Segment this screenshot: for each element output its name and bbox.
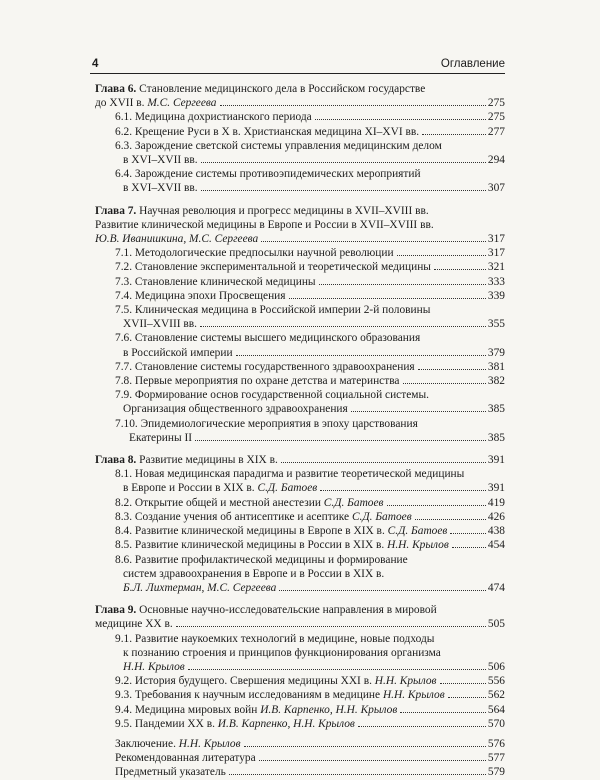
toc-section-6-1[interactable]: 6.1. Медицина дохристианского периода 275 [115, 111, 505, 124]
chapter-author: М.С. Сергеева [147, 97, 217, 110]
chapter-label: Глава 7. [95, 204, 137, 217]
section-author: С.Д. Батоев [257, 482, 318, 495]
section-author: Н.Н. Крылов [374, 675, 437, 688]
section-author: Н.Н. Крылов [382, 689, 445, 702]
toc-section-9-4[interactable]: 9.4. Медицина мировых войн И.В. Карпенко, Н.Н. Крылов 564 [115, 703, 505, 716]
toc-section-7-2[interactable]: 7.2. Становление экспериментальной и теоретической медицины 321 [115, 261, 505, 274]
toc-section-7-10[interactable]: 7.10. Эпидемиологические мероприятия в эпоху царствования Екатерины II 385 [115, 417, 505, 444]
section-author: И.В. Карпенко, Н.Н. Крылов [217, 717, 355, 730]
section-title: Оглавление [440, 58, 505, 70]
page-ref: 275 [487, 97, 505, 110]
toc-section-8-2[interactable]: 8.2. Открытие общей и местной анестезии С.Д. Батоев 419 [115, 496, 505, 509]
toc-section-8-6[interactable]: 8.6. Развитие профилактической медицины и формирование систем здравоохранения в Европе и в России в XIX в. Б.Л. Лихтерман, М.С. Сергеева 474 [115, 553, 505, 594]
toc-section-7-9[interactable]: 7.9. Формирование основ государственной социальной системы. Организация общественного здравоохранения 385 [115, 389, 505, 416]
section-author: С.Д. Батоев [323, 496, 384, 509]
table-of-contents [95, 82, 505, 780]
section-author: И.В. Карпенко, Н.Н. Крылов [260, 703, 398, 716]
toc-section-9-2[interactable]: 9.2. История будущего. Свершения медицины XXI в. Н.Н. Крылов 556 [115, 675, 505, 688]
toc-chapter-9[interactable]: Глава 9. Основные научно-исследовательские направления в мировой медицине XX в. 505 [95, 604, 505, 631]
toc-conclusion[interactable]: Заключение. Н.Н. Крылов 576 [115, 737, 505, 750]
toc-recommended-literature[interactable]: Рекомендованная литература 577 [115, 752, 505, 765]
page-number: 4 [92, 58, 99, 70]
toc-section-9-3[interactable]: 9.3. Требования к научным исследованиям в медицине Н.Н. Крылов 562 [115, 689, 505, 702]
toc-section-7-8[interactable]: 7.8. Первые мероприятия по охране детства и материнства 382 [115, 375, 505, 388]
chapter-title: Научная революция и прогресс медицины в XVII–XVIII вв. [136, 204, 429, 217]
section-author: Н.Н. Крылов [178, 737, 241, 750]
chapter-title: Основные научно-исследовательские направления в мировой [136, 604, 437, 617]
chapter-label: Глава 9. [95, 604, 137, 617]
toc-section-9-5[interactable]: 9.5. Пандемии XX в. И.В. Карпенко, Н.Н. Крылов 570 [115, 717, 505, 730]
chapter-title: Становление медицинского дела в Российском государстве [136, 83, 426, 95]
toc-section-7-1[interactable]: 7.1. Методологические предпосылки научной революции 317 [115, 247, 505, 260]
section-author: Н.Н. Крылов [387, 539, 449, 552]
chapter-label: Глава 6. [95, 83, 137, 95]
section-author: Б.Л. Лихтерман, М.С. Сергеева [123, 581, 277, 594]
toc-section-9-1[interactable]: 9.1. Развитие наукоемких технологий в медицине, новые подходы к познанию строения и принципов функционирования организма Н.Н. Крылов 506 [115, 632, 505, 673]
toc-section-7-7[interactable]: 7.7. Становление системы государственного здравоохранения 381 [115, 360, 505, 373]
toc-section-6-3[interactable]: 6.3. Зарождение светской системы управления медицинским делом в XVI–XVII вв. 294 [115, 139, 505, 167]
running-header [90, 57, 505, 74]
chapter-title: Развитие медицины в XIX в. [136, 454, 278, 467]
section-author: С.Д. Батоев [351, 510, 412, 523]
toc-section-7-3[interactable]: 7.3. Становление клинической медицины 333 [115, 275, 505, 288]
toc-section-7-6[interactable]: 7.6. Становление системы высшего медицинского образования в Российской империи 379 [115, 332, 505, 359]
toc-section-7-5[interactable]: 7.5. Клиническая медицина в Российской империи 2-й половины XVII–XVIII вв. 355 [115, 304, 505, 331]
toc-section-8-4[interactable]: 8.4. Развитие клинической медицины в Европе в XIX в. С.Д. Батоев 438 [115, 525, 505, 538]
toc-chapter-6[interactable]: Глава 6. Становление медицинского дела в Российском государстве до XVII в. М.С. Сергеева 275 [95, 83, 505, 110]
toc-section-7-4[interactable]: 7.4. Медицина эпохи Просвещения 339 [115, 289, 505, 302]
toc-subject-index[interactable]: Предметный указатель 579 [115, 766, 505, 779]
section-author: С.Д. Батоев [387, 525, 448, 538]
chapter-author: Ю.В. Иванишкина, М.С. Сергеева [95, 233, 259, 246]
toc-chapter-7[interactable]: Глава 7. Научная революция и прогресс медицины в XVII–XVIII вв. Развитие клинической медицины в Европе и России в XVII–XVIII вв. Ю.В. Иванишкина, М.С. Сергеева 317 [95, 204, 505, 246]
section-author: Н.Н. Крылов [123, 660, 185, 673]
toc-section-8-5[interactable]: 8.5. Развитие клинической медицины в России в XIX в. Н.Н. Крылов 454 [115, 539, 505, 552]
toc-section-6-2[interactable]: 6.2. Крещение Руси в X в. Христианская медицина XI–XVI вв. 277 [115, 125, 505, 138]
toc-section-8-3[interactable]: 8.3. Создание учения об антисептике и асептике С.Д. Батоев 426 [115, 510, 505, 523]
chapter-label: Глава 8. [95, 454, 137, 467]
toc-section-6-4[interactable]: 6.4. Зарождение системы противоэпидемических мероприятий в XVI–XVII вв. 307 [115, 168, 505, 195]
toc-chapter-8[interactable]: Глава 8. Развитие медицины в XIX в. 391 [95, 454, 505, 467]
toc-section-8-1[interactable]: 8.1. Новая медицинская парадигма и развитие теоретической медицины в Европе и России в XIX в. С.Д. Батоев 391 [115, 468, 505, 495]
